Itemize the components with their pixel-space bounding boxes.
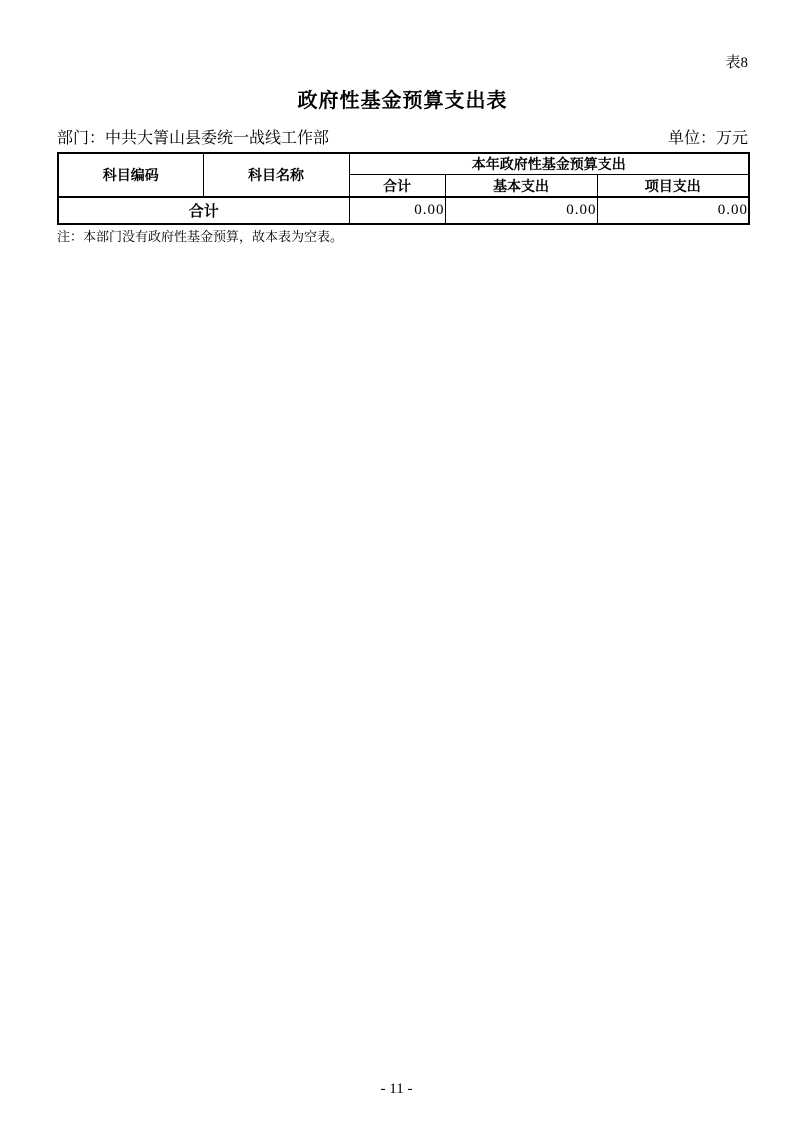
col-header-basic: 基本支出 <box>445 175 597 198</box>
row-label-total: 合计 <box>58 197 349 224</box>
footnote: 注：本部门没有政府性基金预算，故本表为空表。 <box>57 229 344 244</box>
cell-total: 0.00 <box>349 197 445 224</box>
department-label: 部门：中共大箐山县委统一战线工作部 <box>57 130 330 147</box>
table-tag: 表8 <box>725 55 748 71</box>
col-header-subject-name: 科目名称 <box>203 153 349 197</box>
cell-basic: 0.00 <box>445 197 597 224</box>
budget-table <box>57 152 750 225</box>
unit-label: 单位：万元 <box>667 130 748 147</box>
page-title: 政府性基金预算支出表 <box>297 90 508 112</box>
col-header-group: 本年政府性基金预算支出 <box>349 153 749 175</box>
cell-project: 0.00 <box>597 197 749 224</box>
table-row <box>58 197 749 224</box>
page-number: - 11 - <box>380 1081 413 1097</box>
header-row-top <box>58 153 749 175</box>
col-header-total: 合计 <box>349 175 445 198</box>
col-header-project: 项目支出 <box>597 175 749 198</box>
meta-row <box>57 128 748 150</box>
page-content <box>57 0 748 245</box>
col-header-subject-code: 科目编码 <box>58 153 203 197</box>
